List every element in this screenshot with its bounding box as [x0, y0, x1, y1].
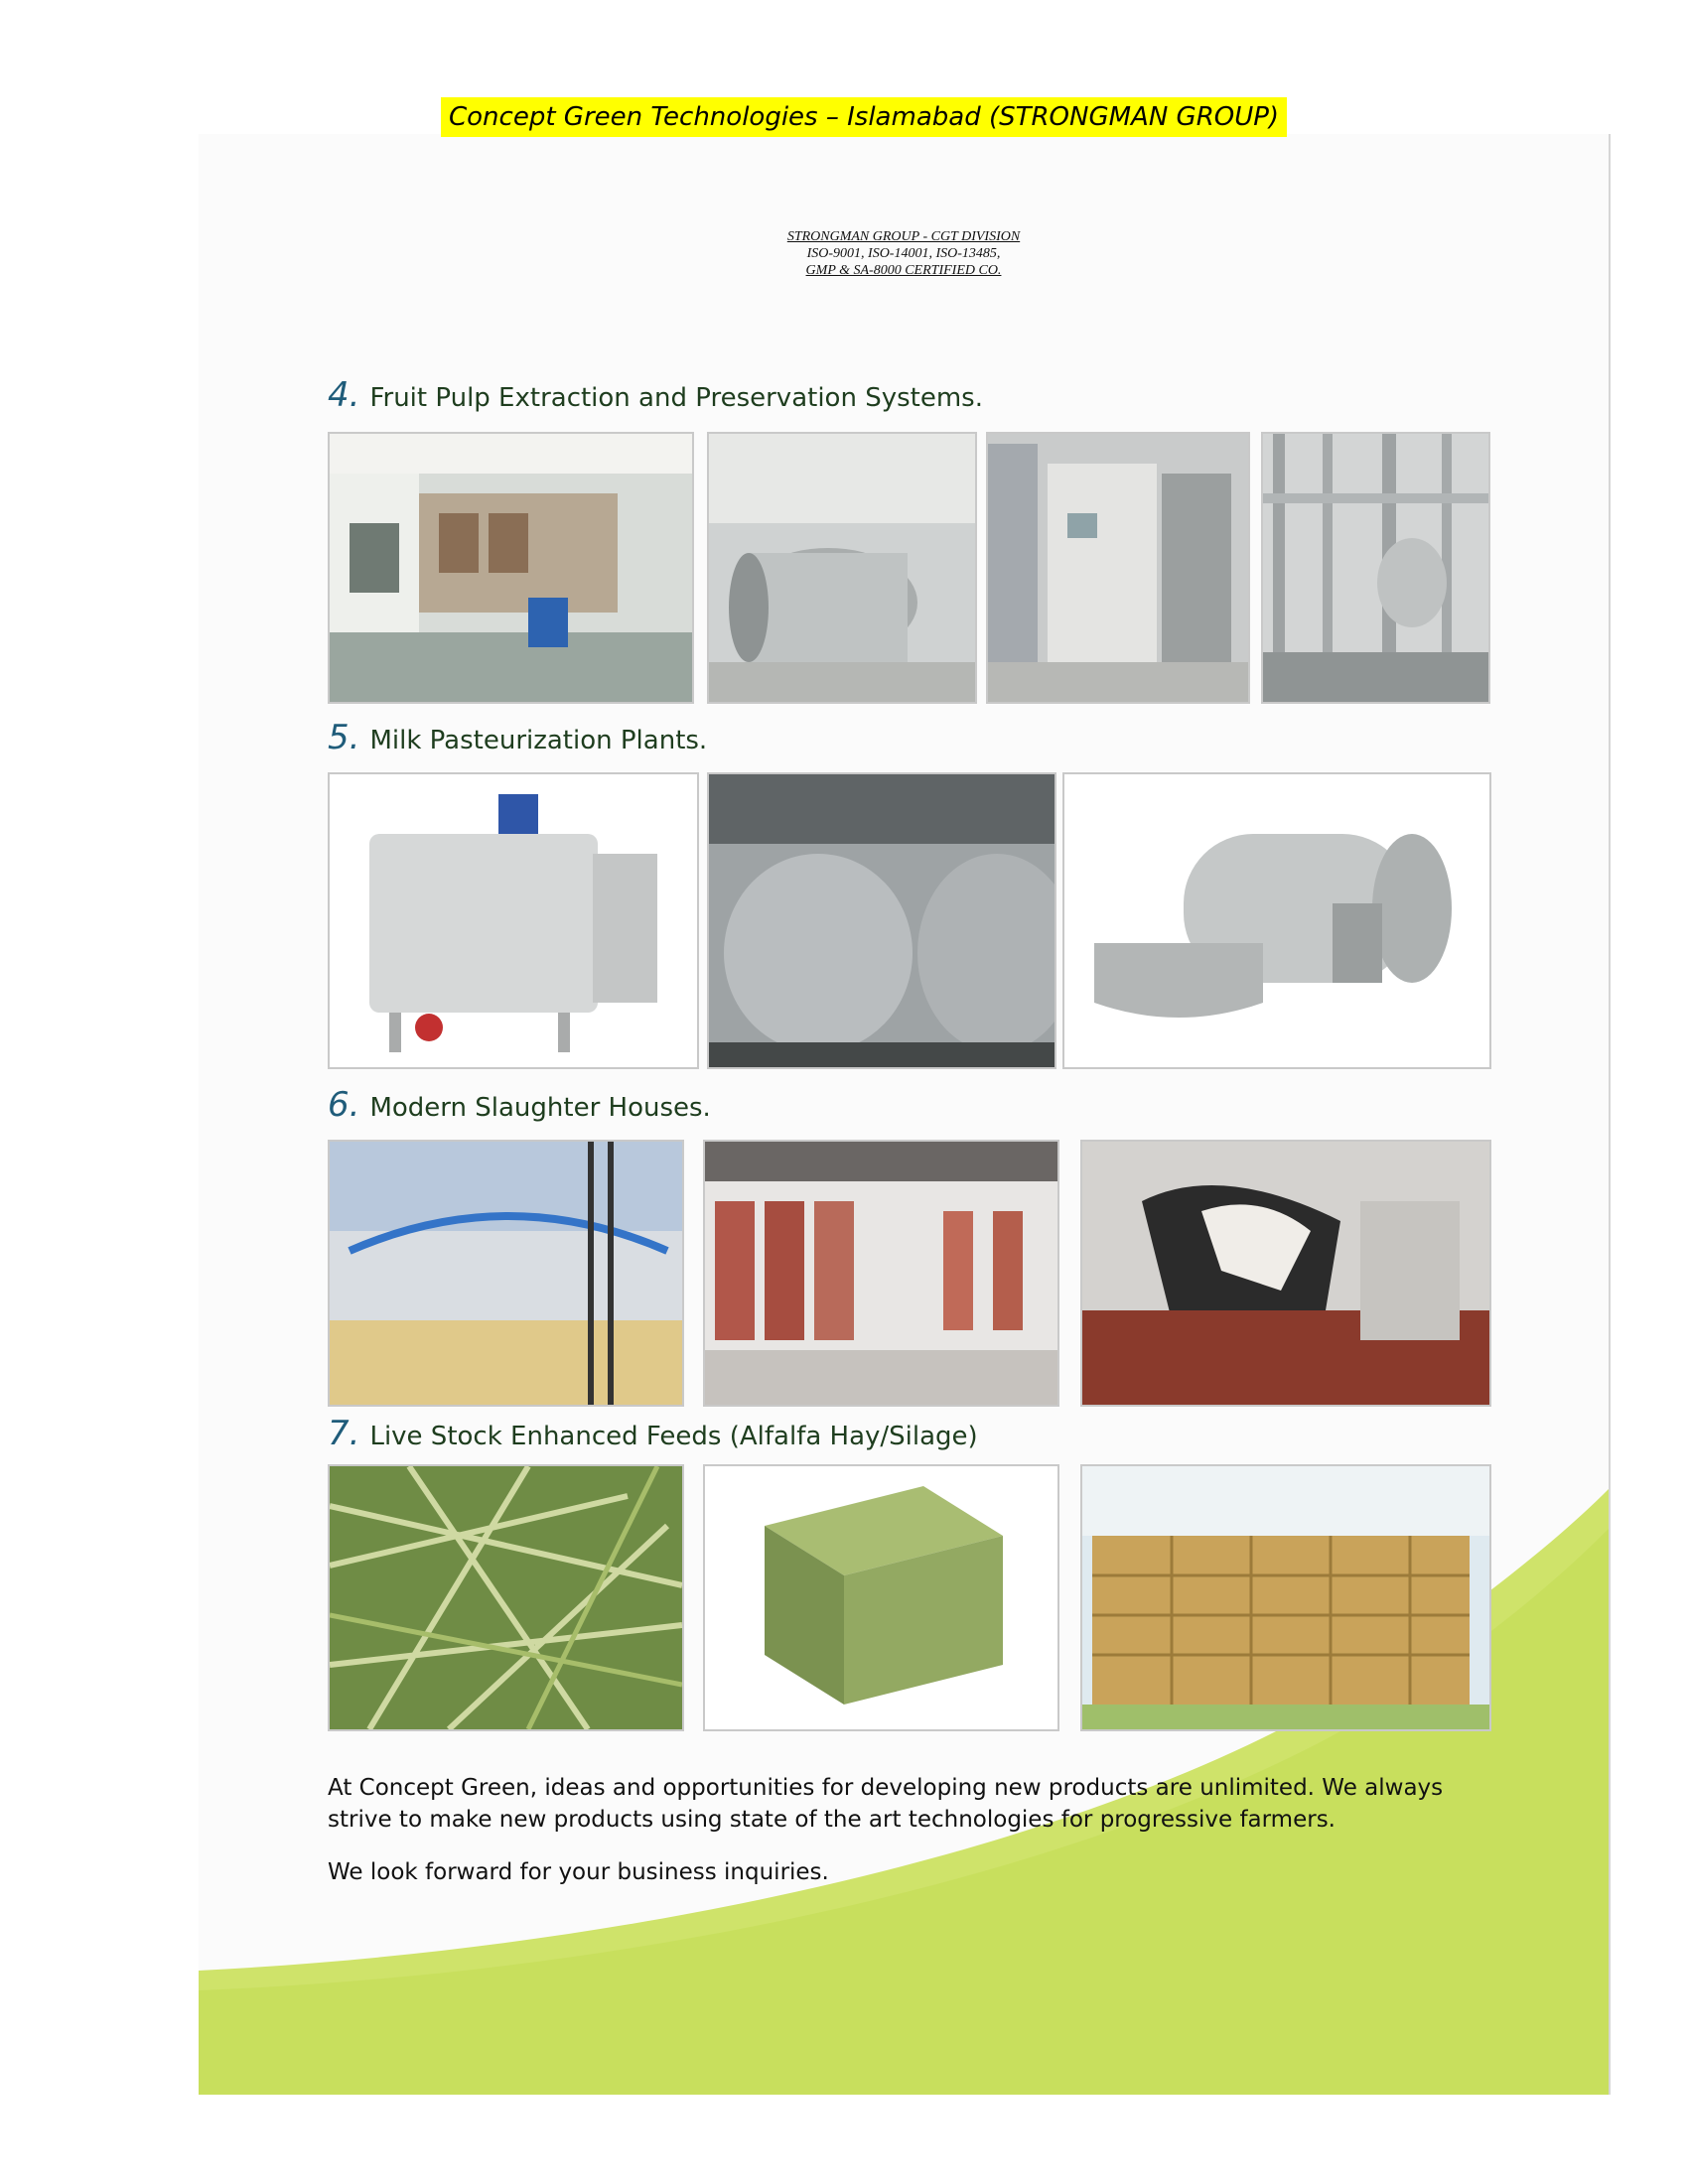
photo-processing-unit: [986, 432, 1250, 704]
photo-slaughter-house-rails: [328, 1140, 684, 1407]
section-number: 7.: [328, 1414, 360, 1453]
paragraph-line-1: At Concept Green, ideas and opportunities for developing new products are unlimited. We always: [328, 1775, 1444, 1801]
section-number: 4.: [328, 375, 360, 415]
photo-meat-carcasses: [703, 1140, 1059, 1407]
photo-cooling-tank: [1062, 772, 1491, 1069]
section-5-heading: [328, 718, 707, 757]
section-title: Milk Pasteurization Plants.: [369, 726, 708, 755]
section-6-heading: [328, 1085, 711, 1125]
photo-hay-bale: [703, 1464, 1059, 1731]
photo-stacked-hay-bales: [1080, 1464, 1491, 1731]
photo-pasteurizer-tank: [328, 772, 699, 1069]
photo-fruit-pulp-plant: [328, 432, 694, 704]
photo-pipework: [1261, 432, 1490, 704]
section-number: 5.: [328, 718, 360, 757]
document-header: Concept Green Technologies – Islamabad (STRONGMAN GROUP): [441, 97, 1287, 137]
certification-block: [695, 228, 1112, 279]
section-number: 6.: [328, 1085, 360, 1125]
section-title: Live Stock Enhanced Feeds (Alfalfa Hay/Silage): [369, 1422, 978, 1451]
cert-line-1: STRONGMAN GROUP - CGT DIVISION: [786, 229, 1021, 244]
photo-milk-tanks-hall: [707, 772, 1056, 1069]
section-4-heading: [328, 375, 983, 415]
section-7-heading: [328, 1414, 978, 1453]
photo-alfalfa-hay-closeup: [328, 1464, 684, 1731]
cert-line-2: ISO-9001, ISO-14001, ISO-13485,: [806, 246, 1001, 261]
cert-line-3: GMP & SA-8000 CERTIFIED CO.: [805, 263, 1002, 278]
photo-livestock-processing: [1080, 1140, 1491, 1407]
section-title: Modern Slaughter Houses.: [369, 1093, 711, 1123]
closing-line: We look forward for your business inquiries.: [328, 1859, 829, 1885]
section-title: Fruit Pulp Extraction and Preservation Systems.: [369, 383, 983, 413]
photo-steel-tank: [707, 432, 977, 704]
paragraph-line-2: strive to make new products using state of the art technologies for progressive farmers.: [328, 1807, 1336, 1833]
closing-paragraph: [328, 1772, 1443, 1836]
